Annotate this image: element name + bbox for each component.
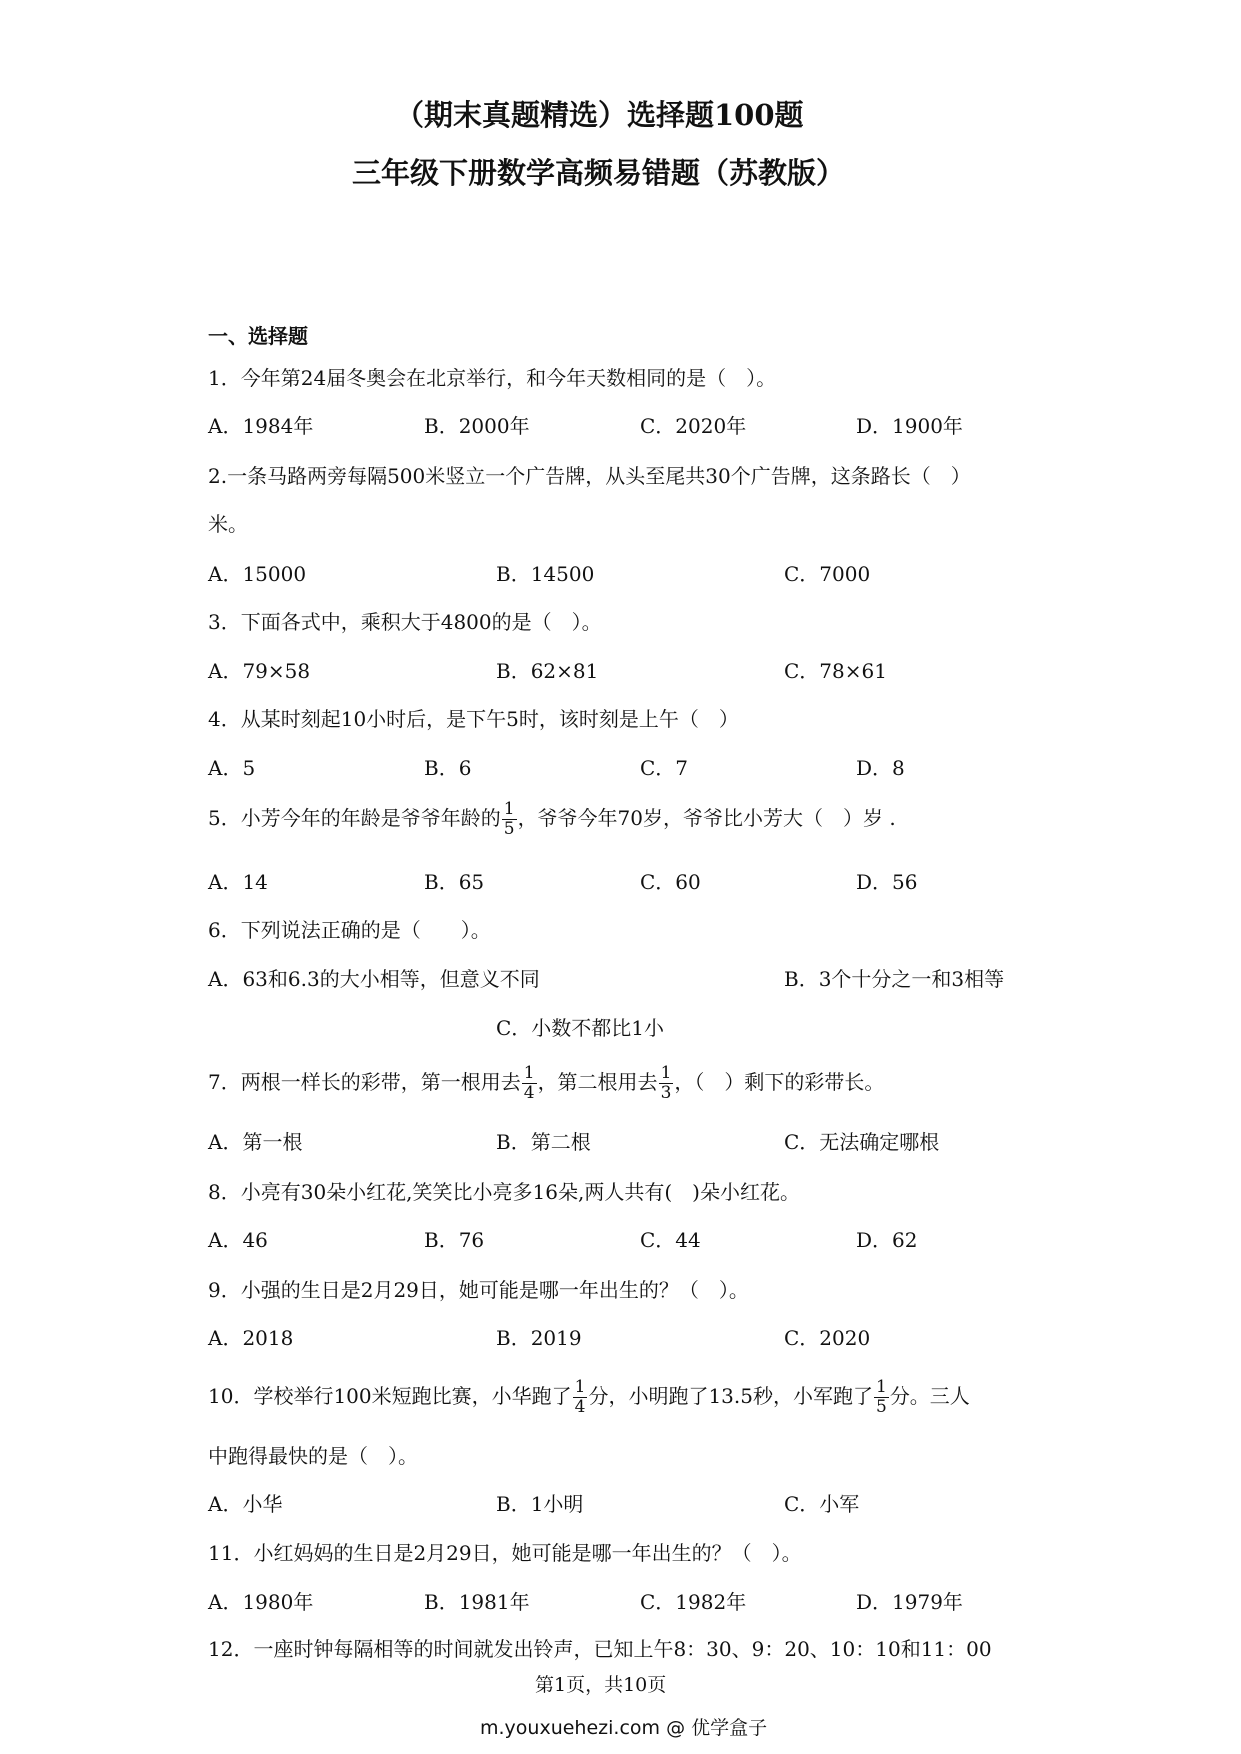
question-5-stem-a: 5．小芳今年的年龄是爷爷年龄的 — [208, 806, 501, 830]
question-5-option-d: D．56 — [856, 870, 918, 894]
question-10-stem-b: 分，小明跑了13.5秒，小军跑了 — [588, 1384, 873, 1408]
question-5-option-c: C．60 — [640, 870, 701, 894]
question-8-option-d: D．62 — [856, 1228, 918, 1252]
question-5-stem — [208, 798, 896, 839]
question-1-stem: 1．今年第24届冬奥会在北京举行，和今年天数相同的是（ ）。 — [208, 366, 777, 390]
question-7-stem — [208, 1062, 884, 1103]
question-6-option-c: C．小数不都比1小 — [496, 1016, 665, 1040]
question-3-stem: 3．下面各式中，乘积大于4800的是（ ）。 — [208, 610, 602, 634]
question-10-option-a: A．小华 — [208, 1492, 283, 1516]
question-3-option-c: C．78×61 — [784, 659, 887, 683]
question-4-option-a: A．5 — [208, 756, 256, 780]
title-line-1: （期末真题精选）选择题100题 — [395, 98, 804, 132]
question-7-stem-c: ，（ ）剩下的彩带长。 — [674, 1070, 885, 1094]
fraction-one-third: $\frac{1}{3}$ — [660, 1063, 672, 1103]
page-number: 第1页，共10页 — [535, 1674, 667, 1696]
question-9-stem: 9．小强的生日是2月29日，她可能是哪一年出生的？（ ）。 — [208, 1278, 749, 1302]
question-8-stem: 8．小亮有30朵小红花,笑笑比小亮多16朵,两人共有( )朵小红花。 — [208, 1180, 800, 1204]
question-11-option-d: D．1979年 — [856, 1590, 963, 1614]
question-4-option-b: B．6 — [424, 756, 472, 780]
question-11-option-b: B．1981年 — [424, 1590, 530, 1614]
fraction-one-fifth: $\frac{1}{5}$ — [875, 1377, 887, 1417]
question-2-stem-line-2: 米。 — [208, 512, 248, 536]
question-10-stem-a: 10．学校举行100米短跑比赛，小华跑了 — [208, 1384, 572, 1408]
question-4-option-c: C．7 — [640, 756, 689, 780]
fraction-one-fifth: $\frac{1}{5}$ — [503, 799, 515, 839]
question-9-option-c: C．2020 — [784, 1326, 871, 1350]
question-7-stem-b: ，第二根用去 — [537, 1070, 658, 1094]
question-2-option-a: A．15000 — [208, 562, 307, 586]
question-7-option-b: B．第二根 — [496, 1130, 591, 1154]
question-9-option-b: B．2019 — [496, 1326, 582, 1350]
question-8-option-c: C．44 — [640, 1228, 701, 1252]
question-9-option-a: A．2018 — [208, 1326, 294, 1350]
question-5-option-a: A．14 — [208, 870, 268, 894]
question-5-stem-b: ，爷爷今年70岁，爷爷比小芳大（ ）岁 . — [517, 806, 896, 830]
question-11-stem: 11．小红妈妈的生日是2月29日，她可能是哪一年出生的？（ ）。 — [208, 1541, 802, 1565]
question-11-option-a: A．1980年 — [208, 1590, 314, 1614]
question-1-option-a: A．1984年 — [208, 414, 314, 438]
question-7-stem-a: 7．两根一样长的彩带，第一根用去 — [208, 1070, 521, 1094]
question-10-stem-c: 分。三人 — [889, 1384, 970, 1408]
fraction-one-quarter: $\frac{1}{4}$ — [523, 1063, 535, 1103]
question-1-option-d: D．1900年 — [856, 414, 963, 438]
question-8-option-b: B．76 — [424, 1228, 485, 1252]
question-2-stem-line-1: 2.一条马路两旁每隔500米竖立一个广告牌，从头至尾共30个广告牌，这条路长（ ） — [208, 464, 971, 488]
question-2-option-b: B．14500 — [496, 562, 595, 586]
question-11-option-c: C．1982年 — [640, 1590, 747, 1614]
question-6-option-b: B．3个十分之一和3相等 — [784, 967, 1005, 991]
question-4-stem: 4．从某时刻起10小时后，是下午5时，该时刻是上午（ ） — [208, 707, 739, 731]
question-7-option-a: A．第一根 — [208, 1130, 303, 1154]
question-7-option-c: C．无法确定哪根 — [784, 1130, 940, 1154]
question-2-option-c: C．7000 — [784, 562, 871, 586]
section-heading: 一、选择题 — [208, 324, 308, 348]
question-6-option-a: A．63和6.3的大小相等，但意义不同 — [208, 967, 540, 991]
title-line-2: 三年级下册数学高频易错题（苏教版） — [352, 156, 846, 190]
question-8-option-a: A．46 — [208, 1228, 268, 1252]
question-3-option-a: A．79×58 — [208, 659, 311, 683]
question-12-stem: 12．一座时钟每隔相等的时间就发出铃声，已知上午8：30、9：20、10：10和11：00 — [208, 1637, 992, 1661]
question-10-option-b: B．1小明 — [496, 1492, 584, 1516]
question-5-option-b: B．65 — [424, 870, 485, 894]
question-1-option-c: C．2020年 — [640, 414, 747, 438]
question-4-option-d: D．8 — [856, 756, 905, 780]
question-10-option-c: C．小军 — [784, 1492, 860, 1516]
fraction-one-quarter: $\frac{1}{4}$ — [574, 1377, 586, 1417]
question-6-stem: 6．下列说法正确的是（ ）。 — [208, 918, 491, 942]
watermark: m.youxuehezi.com @ 优学盒子 — [480, 1717, 768, 1739]
question-10-stem-line-2: 中跑得最快的是（ ）。 — [208, 1444, 418, 1468]
question-3-option-b: B．62×81 — [496, 659, 599, 683]
question-1-option-b: B．2000年 — [424, 414, 530, 438]
question-10-stem-line-1 — [208, 1376, 970, 1417]
